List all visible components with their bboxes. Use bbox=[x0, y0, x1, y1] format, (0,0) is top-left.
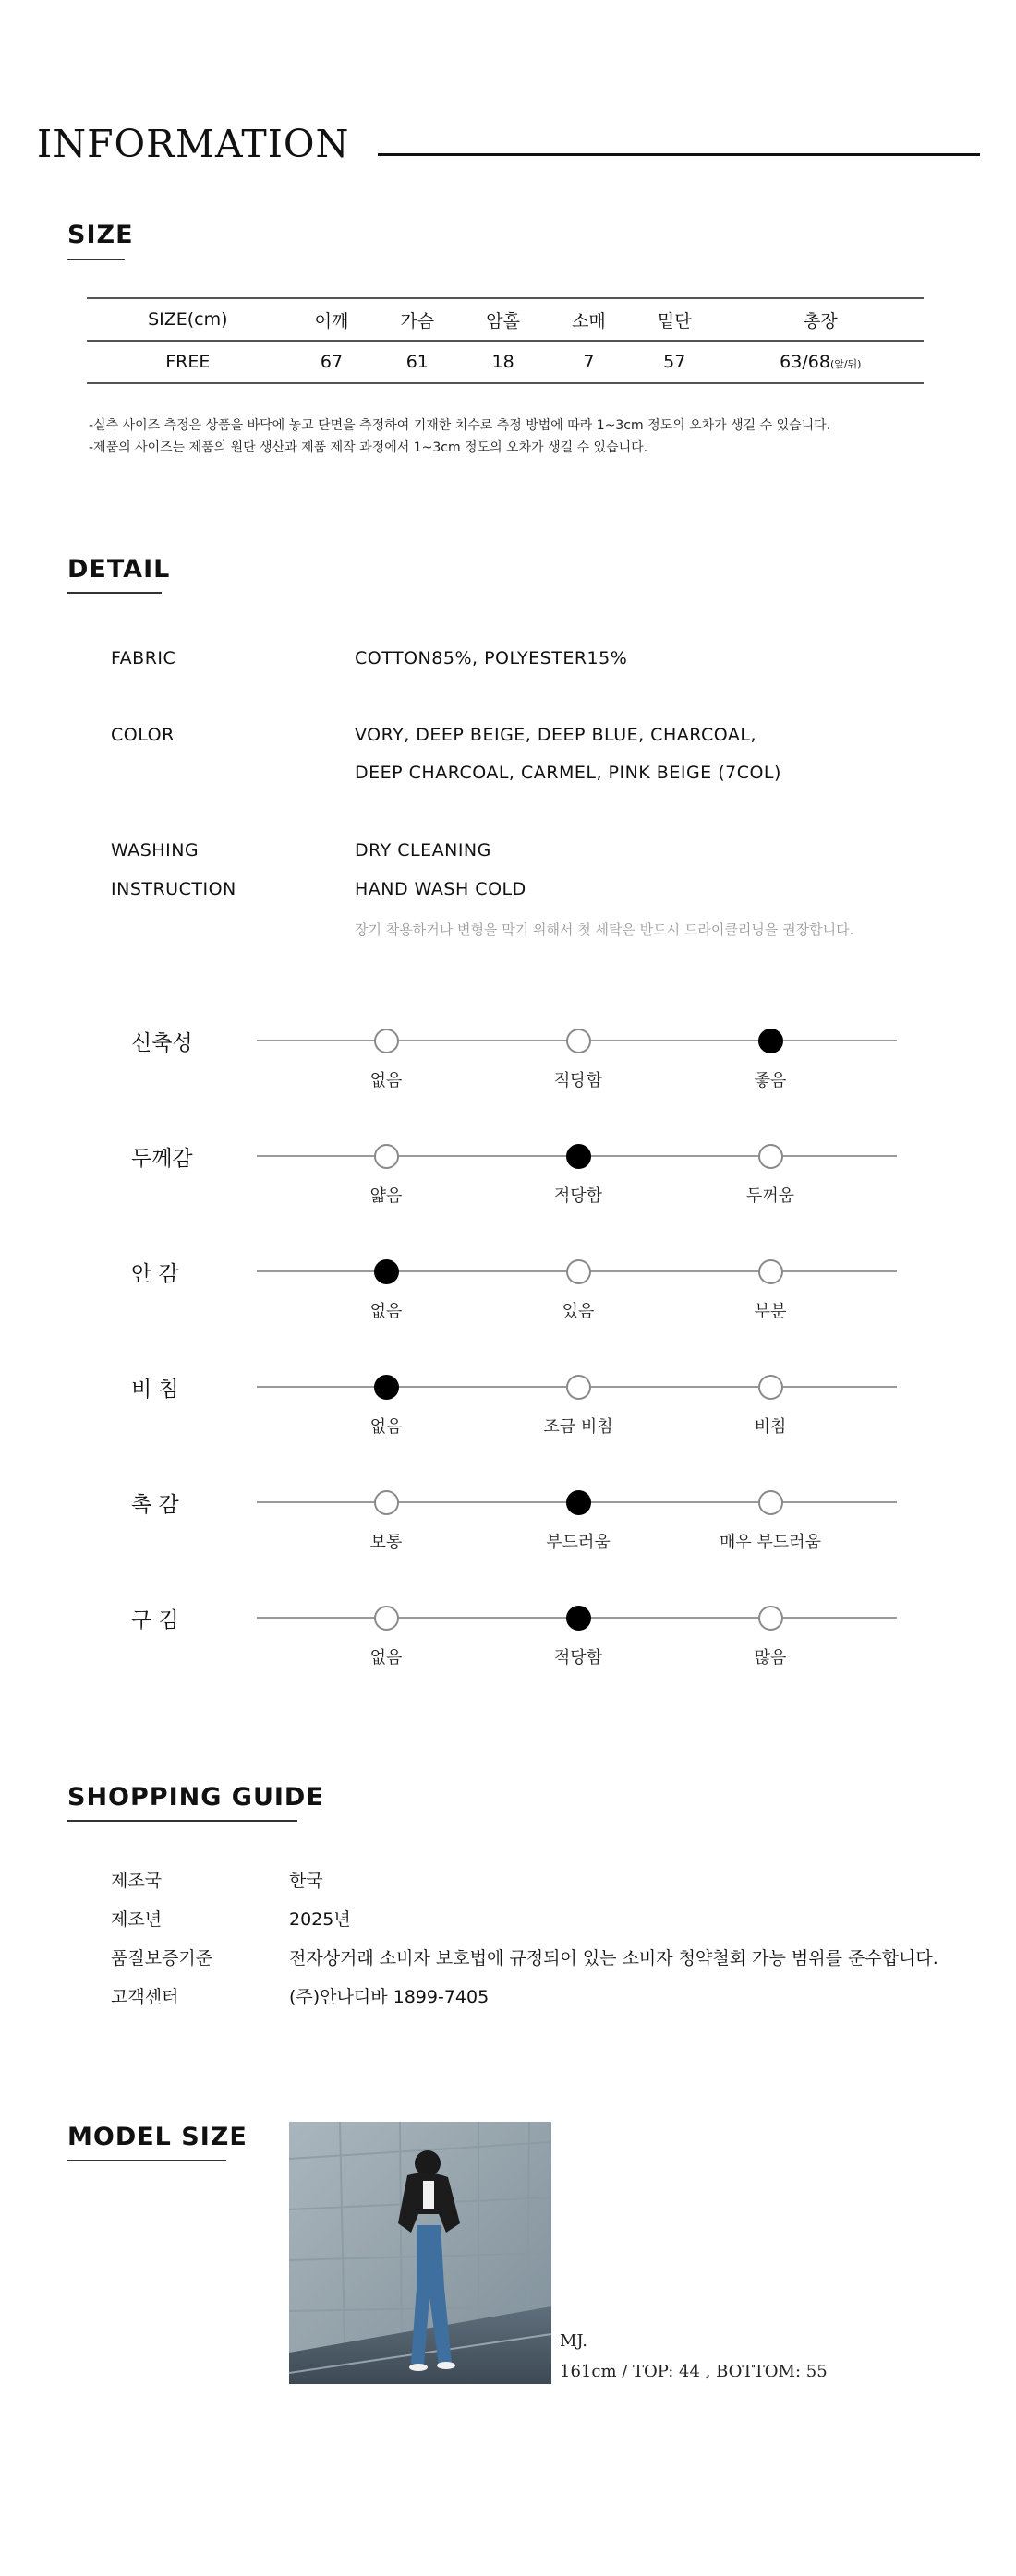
rating-option-label: 좋음 bbox=[754, 1071, 787, 1090]
rating-option-label: 부분 bbox=[754, 1302, 787, 1321]
fabric-label: FABRIC bbox=[111, 648, 176, 668]
rating-label: 신축성 bbox=[131, 1031, 193, 1055]
size-header-cell: 어깨 bbox=[289, 298, 375, 341]
rating-option-dot[interactable] bbox=[374, 1375, 399, 1400]
size-header-cell: 소매 bbox=[546, 298, 632, 341]
rating-label: 안 감 bbox=[131, 1262, 179, 1286]
guide-label: 고객센터 bbox=[111, 1987, 179, 2007]
guide-label: 제조국 bbox=[111, 1871, 163, 1891]
size-note: -제품의 사이즈는 제품의 원단 생산과 제품 제작 과정에서 1~3cm 정도의 오차가 생길 수 있습니다. bbox=[89, 440, 648, 455]
rating-label: 구 김 bbox=[131, 1608, 179, 1632]
rating-option-label: 없음 bbox=[369, 1417, 403, 1437]
size-header-cell: 암홀 bbox=[460, 298, 546, 341]
size-cell: 67 bbox=[289, 341, 375, 383]
shopping-guide-title-underline bbox=[67, 1820, 297, 1822]
rating-option-dot[interactable] bbox=[374, 1490, 399, 1515]
length-value: 63/68 bbox=[780, 352, 830, 372]
rating-option-dot[interactable] bbox=[374, 1606, 399, 1631]
rating-option-label: 적당함 bbox=[553, 1186, 603, 1206]
model-size-section-title: MODEL SIZE bbox=[67, 2123, 248, 2151]
size-cell: 7 bbox=[546, 341, 632, 383]
color-value: DEEP CHARCOAL, CARMEL, PINK BEIGE (7COL) bbox=[355, 763, 781, 783]
rating-option-label: 없음 bbox=[369, 1648, 403, 1667]
rating-option-dot[interactable] bbox=[374, 1259, 399, 1284]
guide-label: 제조년 bbox=[111, 1909, 163, 1930]
guide-value: 한국 bbox=[289, 1871, 323, 1891]
rating-label: 두께감 bbox=[131, 1147, 193, 1171]
guide-value: 전자상거래 소비자 보호법에 규정되어 있는 소비자 청약철회 가능 범위를 준수합니다. bbox=[289, 1948, 938, 1968]
rating-option-dot[interactable] bbox=[758, 1029, 783, 1053]
size-table-row bbox=[87, 341, 924, 383]
size-cell: 57 bbox=[632, 341, 718, 383]
rating-option-label: 부드러움 bbox=[546, 1533, 611, 1552]
rating-option-label: 조금 비침 bbox=[543, 1417, 613, 1437]
color-value: VORY, DEEP BEIGE, DEEP BLUE, CHARCOAL, bbox=[355, 725, 756, 745]
rating-option-dot[interactable] bbox=[758, 1144, 783, 1169]
rating-option-label: 얇음 bbox=[369, 1186, 403, 1206]
size-header-cell: 밑단 bbox=[632, 298, 718, 341]
rating-option-dot[interactable] bbox=[566, 1259, 591, 1284]
rating-option-label: 비침 bbox=[754, 1417, 787, 1437]
size-cell-length bbox=[718, 341, 924, 383]
rating-option-label: 매우 부드러움 bbox=[719, 1533, 822, 1552]
model-photo bbox=[289, 2122, 551, 2384]
color-label: COLOR bbox=[111, 725, 175, 745]
washing-note: 장기 착용하거나 변형을 막기 위해서 첫 세탁은 반드시 드라이클리닝을 권장합니다. bbox=[355, 921, 854, 938]
guide-value: (주)안나디바 1899-7405 bbox=[289, 1987, 490, 2007]
rating-option-dot[interactable] bbox=[566, 1144, 591, 1169]
size-cell: 61 bbox=[374, 341, 460, 383]
size-note: -실측 사이즈 측정은 상품을 바닥에 놓고 단면을 측정하여 기재한 치수로 측정 방법에 따라 1~3cm 정도의 오차가 생길 수 있습니다. bbox=[89, 418, 831, 433]
model-measurements: 161cm / TOP: 44 , BOTTOM: 55 bbox=[560, 2362, 828, 2381]
washing-label: INSTRUCTION bbox=[111, 879, 236, 899]
model-size-title-underline bbox=[67, 2160, 226, 2161]
rating-option-label: 두꺼움 bbox=[745, 1186, 795, 1206]
shopping-guide-section-title: SHOPPING GUIDE bbox=[67, 1783, 324, 1812]
rating-option-label: 적당함 bbox=[553, 1648, 603, 1667]
size-header-cell: 가슴 bbox=[374, 298, 460, 341]
rating-option-dot[interactable] bbox=[758, 1375, 783, 1400]
size-table-header-row bbox=[87, 298, 924, 341]
fabric-value: COTTON85%, POLYESTER15% bbox=[355, 648, 628, 668]
rating-option-dot[interactable] bbox=[374, 1144, 399, 1169]
size-cell: 18 bbox=[460, 341, 546, 383]
detail-title-underline bbox=[67, 592, 162, 594]
size-header-cell: 총장 bbox=[718, 298, 924, 341]
page-title: INFORMATION bbox=[37, 122, 350, 166]
rating-option-dot[interactable] bbox=[566, 1490, 591, 1515]
rating-option-dot[interactable] bbox=[566, 1606, 591, 1631]
size-section-title: SIZE bbox=[67, 221, 134, 249]
detail-section-title: DETAIL bbox=[67, 555, 171, 584]
rating-option-label: 있음 bbox=[562, 1302, 595, 1321]
title-divider bbox=[378, 153, 980, 156]
length-suffix: (앞/뒤) bbox=[829, 358, 862, 370]
model-name: MJ. bbox=[560, 2331, 587, 2351]
rating-label: 비 침 bbox=[131, 1378, 179, 1402]
washing-value: HAND WASH COLD bbox=[355, 879, 526, 899]
rating-option-dot[interactable] bbox=[758, 1490, 783, 1515]
guide-value: 2025년 bbox=[289, 1909, 351, 1930]
guide-label: 품질보증기준 bbox=[111, 1948, 213, 1968]
rating-option-dot[interactable] bbox=[758, 1259, 783, 1284]
rating-option-label: 많음 bbox=[754, 1648, 787, 1667]
size-header-cell: SIZE(cm) bbox=[87, 298, 289, 341]
washing-label: WASHING bbox=[111, 840, 200, 861]
rating-option-label: 없음 bbox=[369, 1071, 403, 1090]
rating-option-dot[interactable] bbox=[566, 1029, 591, 1053]
rating-option-label: 없음 bbox=[369, 1302, 403, 1321]
washing-value: DRY CLEANING bbox=[355, 840, 491, 861]
rating-option-label: 적당함 bbox=[553, 1071, 603, 1090]
size-table bbox=[87, 297, 924, 384]
rating-option-dot[interactable] bbox=[374, 1029, 399, 1053]
size-cell: FREE bbox=[87, 341, 289, 383]
rating-option-dot[interactable] bbox=[566, 1375, 591, 1400]
rating-option-label: 보통 bbox=[369, 1533, 403, 1552]
rating-option-dot[interactable] bbox=[758, 1606, 783, 1631]
rating-label: 촉 감 bbox=[131, 1493, 179, 1517]
size-title-underline bbox=[67, 259, 125, 260]
